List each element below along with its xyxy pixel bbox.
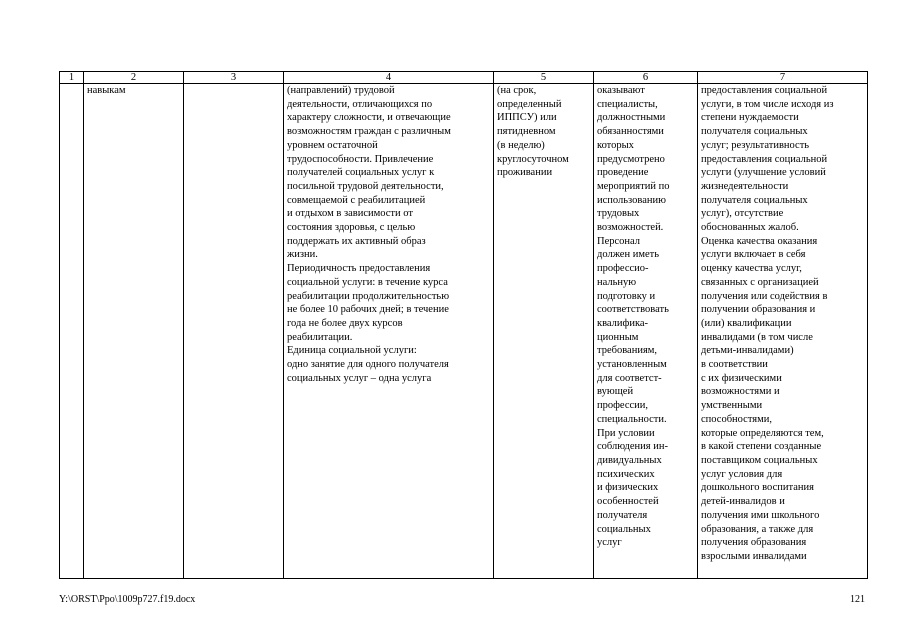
cell-text-line: года не более двух курсов	[287, 317, 403, 329]
cell-text-line: связанных с организацией	[701, 276, 819, 288]
cell-text-line: квалифика-	[597, 317, 649, 329]
cell-text-line: дивидуальных	[597, 454, 662, 466]
cell-text-line: одно занятие для одного получателя	[287, 359, 449, 371]
cell-text-line: образования, а также для	[701, 523, 814, 535]
cell-text-line: проведение	[597, 167, 649, 179]
cell-text-line: и физических	[597, 482, 659, 494]
cell-text-line: поддержать их активный образ	[287, 235, 426, 247]
cell-text-line: социальных услуг – одна услуга	[287, 372, 432, 384]
cell-text-line: реабилитации продолжительностью	[287, 290, 450, 302]
cell-text-line: ционным	[597, 331, 639, 343]
cell-text-line: профессио-	[597, 263, 649, 275]
cell-text-line: реабилитации.	[287, 331, 353, 343]
cell-text-line: дошкольного воспитания	[701, 482, 814, 494]
cell-text-line: получения ими школьного	[701, 509, 820, 521]
footer-page-number: 121	[850, 594, 865, 605]
cell-text-line: взрослыми инвалидами	[701, 550, 807, 562]
cell-text-line: для соответст-	[597, 372, 662, 384]
cell-text-line: умственными	[701, 400, 763, 412]
cell-text-line: услуги включает в себя	[701, 249, 806, 261]
cell-text-line: получения образования	[701, 537, 807, 549]
cell-text-line: навыкам	[87, 85, 126, 96]
table-cell-1	[60, 84, 84, 579]
cell-text-line: деятельности, отличающихся по	[287, 98, 433, 110]
cell-text-line: (на срок,	[497, 85, 537, 96]
cell-text-line: (направлений) трудовой	[287, 85, 395, 96]
cell-text-line: обязанностями	[597, 126, 664, 138]
cell-text-line: степени нуждаемости	[701, 112, 799, 124]
cell-text-line: получателей социальных услуг к	[287, 167, 435, 179]
cell-text-line: получателя социальных	[701, 126, 808, 138]
cell-text-line: профессии,	[597, 400, 649, 412]
cell-text-line: возможностями и	[701, 386, 780, 398]
cell-text-line: пятидневном	[497, 126, 556, 138]
cell-text-line: подготовку и	[597, 290, 656, 302]
cell-text-line: оказывают	[597, 85, 645, 96]
cell-text-line: инвалидами (в том числе	[701, 331, 813, 343]
cell-text-line: требованиям,	[597, 345, 658, 357]
cell-text-line: Периодичность предоставления	[287, 263, 431, 275]
table-cell-3	[184, 84, 284, 579]
column-number-cell: 2	[84, 72, 184, 84]
cell-text-line: оценку качества услуг,	[701, 263, 802, 275]
cell-text-line: с их физическими	[701, 372, 782, 384]
column-number-cell: 6	[594, 72, 698, 84]
column-number-cell: 1	[60, 72, 84, 84]
cell-text-line: проживании	[497, 167, 553, 179]
cell-text-line: посильной трудовой деятельности,	[287, 180, 444, 192]
cell-text-line: жизни.	[287, 249, 318, 261]
cell-text-line: способностями,	[701, 413, 773, 425]
cell-text-line: вующей	[597, 386, 634, 398]
table-cell-2	[84, 84, 184, 579]
footer-file-path: Y:\ORST\Ppo\1009p727.f19.docx	[59, 594, 196, 605]
cell-text-line: социальной услуги: в течение курса	[287, 276, 448, 288]
cell-text-line: соблюдения ин-	[597, 441, 668, 453]
cell-text-line: уровнем остаточной	[287, 139, 378, 151]
cell-text-line: (или) квалификации	[701, 317, 792, 329]
cell-text-line: характеру сложности, и отвечающие	[287, 112, 451, 124]
cell-text-line: не более 10 рабочих дней; в течение	[287, 304, 449, 316]
cell-text-line: совмещаемой с реабилитацией	[287, 194, 426, 206]
cell-text-line: услуг), отсутствие	[701, 208, 784, 220]
cell-text-line: социальных	[597, 523, 651, 535]
cell-text-line: состояния здоровья, с целью	[287, 222, 416, 234]
cell-text-line: возможностей.	[597, 222, 664, 234]
table-row	[60, 84, 868, 579]
cell-text-line: получателя социальных	[701, 194, 808, 206]
cell-text-line: услуг; результативность	[701, 139, 810, 151]
cell-text-line: детей-инвалидов и	[701, 496, 785, 508]
cell-text-line: которых	[597, 139, 634, 151]
cell-text-line: трудовых	[597, 208, 640, 220]
cell-text-line: определенный	[497, 98, 562, 110]
cell-text-line: (в неделю)	[497, 139, 545, 151]
cell-text-line: специальности.	[597, 413, 667, 425]
cell-text-line: соответствовать	[597, 304, 669, 316]
cell-text-line: возможностям граждан с различным	[287, 126, 451, 138]
cell-text-line: в какой степени созданные	[701, 441, 822, 453]
cell-text-line: особенностей	[597, 496, 659, 508]
cell-text-line: услуги (улучшение условий	[701, 167, 826, 179]
column-number-cell: 7	[698, 72, 868, 84]
cell-text-line: получателя	[597, 509, 648, 521]
cell-text-line: предоставления социальной	[701, 85, 828, 96]
cell-text-line: детьми-инвалидами)	[701, 345, 794, 357]
cell-text-line: При условии	[597, 427, 655, 439]
cell-text-line: которые определяются тем,	[701, 427, 824, 439]
cell-text-line: Оценка качества оказания	[701, 235, 818, 247]
cell-text-line: обоснованных жалоб.	[701, 222, 799, 234]
cell-text-line: Единица социальной услуги:	[287, 345, 417, 357]
cell-text-line: должностными	[597, 112, 666, 124]
cell-text-line: нальную	[597, 276, 637, 288]
cell-text-line: услуг условия для	[701, 468, 783, 480]
cell-text-line: должен иметь	[597, 249, 660, 261]
cell-text-line: предоставления социальной	[701, 153, 828, 165]
cell-text-line: предусмотрено	[597, 153, 665, 165]
column-number-cell: 5	[494, 72, 594, 84]
table-cell-6	[594, 84, 698, 579]
cell-text-line: трудоспособности. Привлечение	[287, 153, 434, 165]
cell-text-line: жизнедеятельности	[701, 180, 789, 192]
cell-text-line: мероприятий по	[597, 180, 670, 192]
cell-text-line: ИППСУ) или	[497, 112, 557, 124]
cell-text-line: психических	[597, 468, 655, 480]
table-cell-5	[494, 84, 594, 579]
document-table	[59, 71, 868, 579]
cell-text-line: услуг	[597, 537, 622, 549]
cell-text-line: поставщиком социальных	[701, 454, 818, 466]
cell-text-line: специалисты,	[597, 98, 658, 110]
cell-text-line: в соответствии	[701, 359, 768, 371]
cell-text-line: круглосуточном	[497, 153, 569, 165]
cell-text-line: услуги, в том числе исходя из	[701, 98, 834, 110]
table-header-row	[60, 72, 868, 84]
cell-text-line: получении образования и	[701, 304, 816, 316]
column-number-cell: 3	[184, 72, 284, 84]
cell-text-line: получения или содействия в	[701, 290, 828, 302]
cell-text-line: использованию	[597, 194, 666, 206]
table-cell-4	[284, 84, 494, 579]
column-number-cell: 4	[284, 72, 494, 84]
cell-text-line: Персонал	[597, 235, 641, 247]
cell-text-line: и отдыхом в зависимости от	[287, 208, 413, 220]
table-cell-7	[698, 84, 868, 579]
cell-text-line: установленным	[597, 359, 667, 371]
